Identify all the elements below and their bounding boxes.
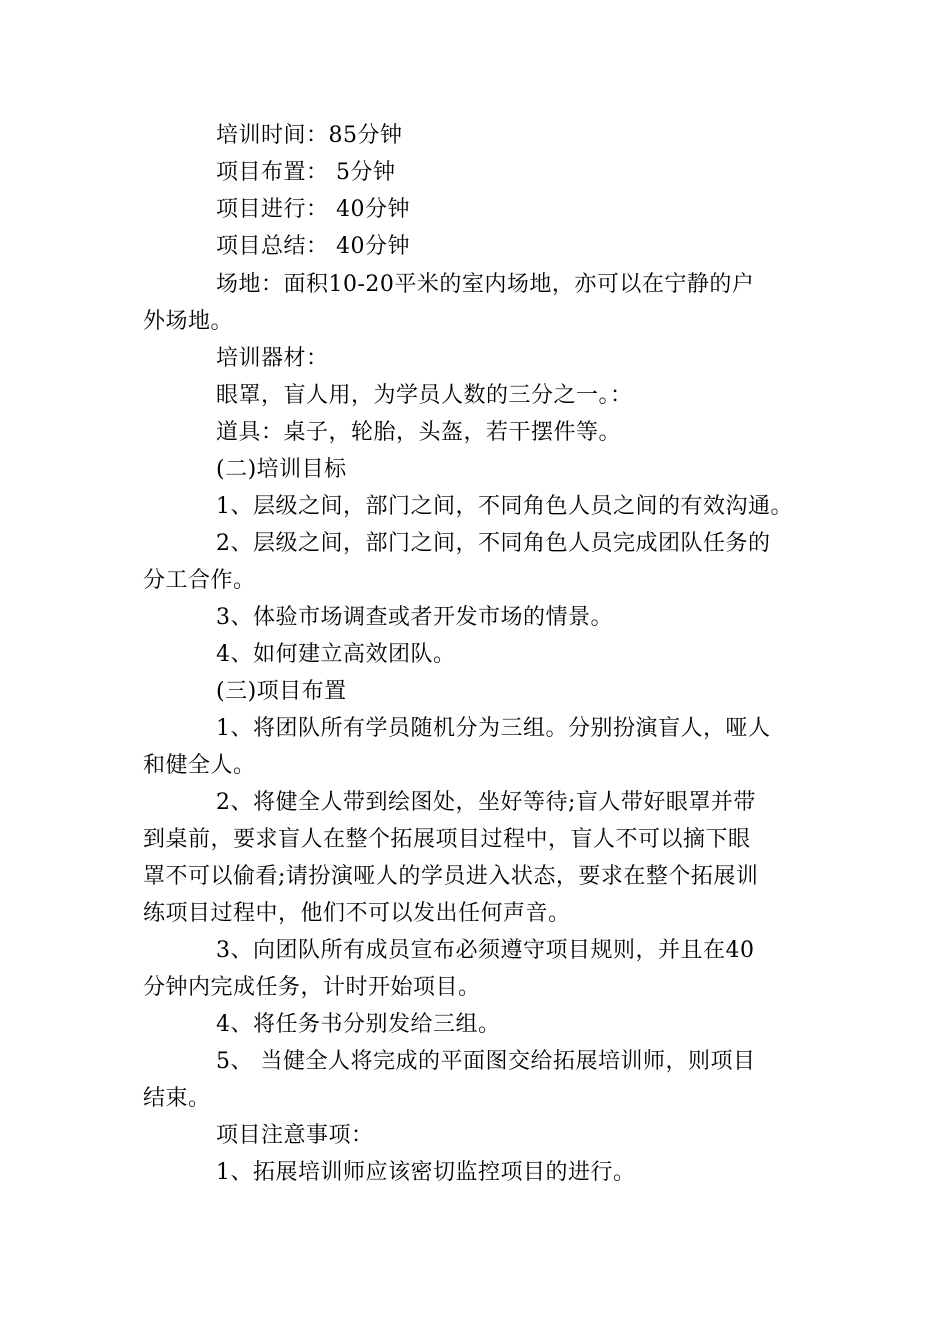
setup-item-1: 1、将团队所有学员随机分为三组。分别扮演盲人，哑人	[216, 716, 771, 741]
goal-item-2: 2、层级之间，部门之间，不同角色人员完成团队任务的	[216, 531, 771, 556]
equipment-props-line: 道具：桌子，轮胎，头盔，若干摆件等。	[216, 420, 622, 445]
setup-item-4: 4、将任务书分别发给三组。	[216, 1012, 501, 1037]
notes-item-1: 1、拓展培训师应该密切监控项目的进行。	[216, 1160, 636, 1185]
setup-item-3-cont: 分钟内完成任务，计时开始项目。	[143, 975, 481, 1000]
equipment-blindfold-line: 眼罩，盲人用，为学员人数的三分之一。：	[216, 383, 633, 408]
setup-item-2-cont-3: 练项目过程中，他们不可以发出任何声音。	[143, 901, 571, 926]
venue-line: 场地：面积10-20平米的室内场地，亦可以在宁静的户	[216, 272, 755, 297]
setup-item-5-cont: 结束。	[143, 1086, 211, 1111]
equipment-heading: 培训器材：	[216, 346, 329, 371]
setup-item-2: 2、将健全人带到绘图处，坐好等待;盲人带好眼罩并带	[216, 790, 756, 815]
setup-item-2-cont-2: 罩不可以偷看;请扮演哑人的学员进入状态，要求在整个拓展训	[143, 864, 759, 889]
goal-item-4: 4、如何建立高效团队。	[216, 642, 456, 667]
setup-time-line: 项目布置： 5分钟	[216, 160, 396, 185]
run-time-line: 项目进行： 40分钟	[216, 197, 410, 222]
goal-item-2-cont: 分工合作。	[143, 568, 256, 593]
training-time-line: 培训时间：85分钟	[216, 123, 403, 148]
setup-item-3: 3、向团队所有成员宣布必须遵守项目规则，并且在40	[216, 938, 755, 963]
setup-item-1-cont: 和健全人。	[143, 753, 256, 778]
summary-time-line: 项目总结： 40分钟	[216, 234, 410, 259]
goal-item-3: 3、体验市场调查或者开发市场的情景。	[216, 605, 613, 630]
setup-item-5: 5、 当健全人将完成的平面图交给拓展培训师，则项目	[216, 1049, 756, 1074]
setup-item-2-cont-1: 到桌前，要求盲人在整个拓展项目过程中，盲人不可以摘下眼	[143, 827, 751, 852]
section-heading-goals: (二)培训目标	[216, 457, 347, 482]
notes-heading: 项目注意事项：	[216, 1123, 374, 1148]
section-heading-setup: (三)项目布置	[216, 679, 347, 704]
goal-item-1: 1、层级之间，部门之间，不同角色人员之间的有效沟通。	[216, 494, 793, 519]
venue-line-cont: 外场地。	[143, 309, 234, 334]
